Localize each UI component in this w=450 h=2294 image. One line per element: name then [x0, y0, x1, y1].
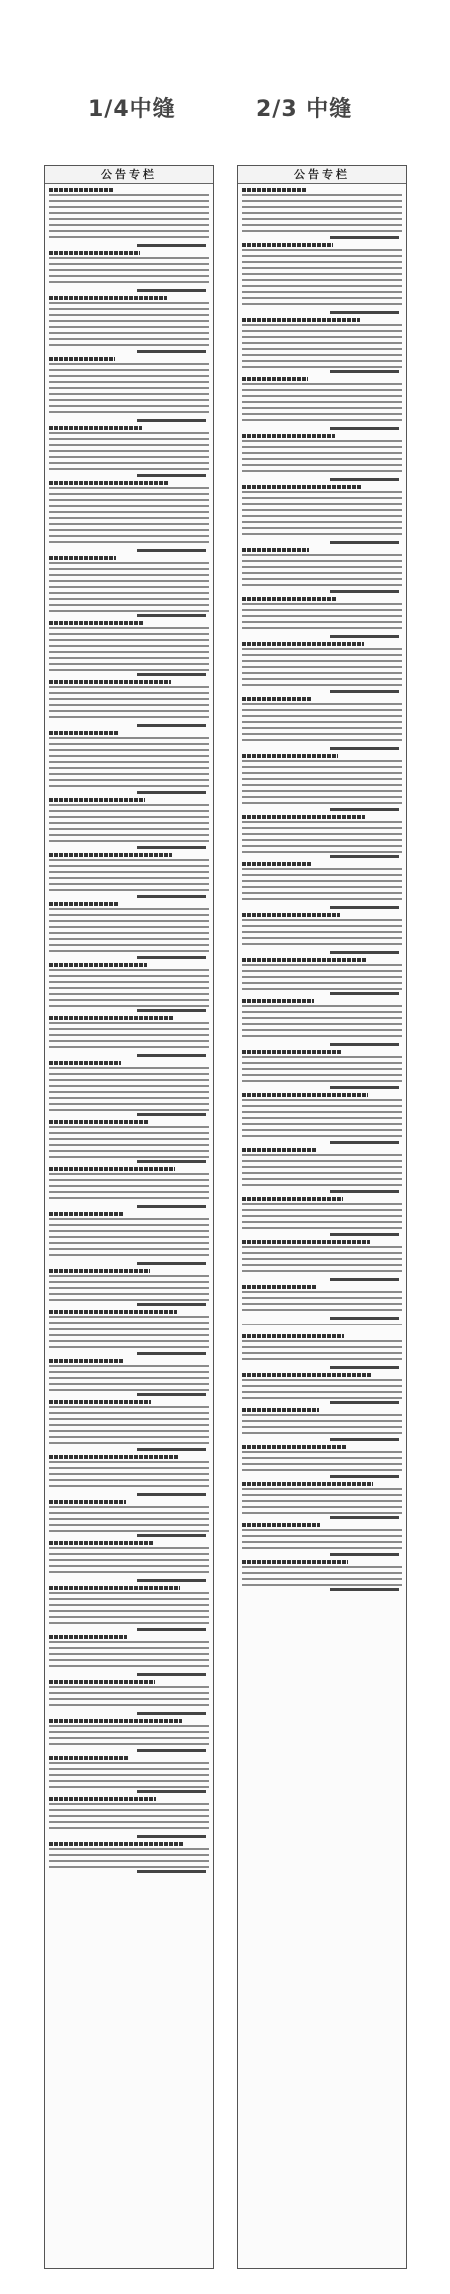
announcement-block [49, 1310, 209, 1355]
announcement-heading-texture [49, 963, 147, 967]
announcement-heading-texture [49, 426, 142, 430]
announcement-block [49, 251, 209, 292]
announcement-heading-texture [242, 1285, 317, 1289]
right-column-body [238, 184, 406, 1597]
announcement-heading-texture [242, 642, 364, 646]
announcement-heading-texture [242, 999, 314, 1003]
announcement-block [242, 1523, 402, 1556]
announcement-block [49, 1061, 209, 1116]
announcement-heading-texture [242, 697, 311, 701]
announcement-heading-texture [242, 1560, 348, 1564]
announcement-body-texture [49, 1762, 209, 1788]
left-gutter-label: 1/4中缝 [88, 97, 176, 122]
announcement-signature-texture [49, 895, 209, 898]
announcement-block [242, 485, 402, 544]
announcement-block [242, 642, 402, 693]
announcement-body-texture [49, 1022, 209, 1052]
announcement-signature-texture [242, 635, 402, 638]
announcement-body-texture [49, 1725, 209, 1747]
announcement-heading-texture [49, 853, 172, 857]
announcement-heading-texture [242, 1240, 370, 1244]
announcement-signature-texture [49, 1054, 209, 1057]
announcement-heading-texture [49, 1061, 121, 1065]
announcement-heading-texture [242, 485, 362, 489]
announcement-block [49, 556, 209, 617]
announcement-signature-texture [242, 808, 402, 811]
announcement-body-texture [242, 1246, 402, 1276]
announcement-body-texture [49, 804, 209, 844]
announcement-block [242, 999, 402, 1046]
right-column-title: 公告专栏 [238, 166, 406, 184]
announcement-block [242, 754, 402, 811]
announcement-body-texture [49, 1067, 209, 1111]
announcement-heading-texture [49, 1541, 153, 1545]
announcement-block [49, 621, 209, 676]
announcement-signature-texture [49, 1790, 209, 1793]
announcement-heading-texture [242, 958, 367, 962]
announcement-heading-texture [242, 1197, 343, 1201]
announcement-signature-texture [242, 1233, 402, 1236]
announcement-body-texture [49, 1365, 209, 1391]
announcement-block [49, 1842, 209, 1873]
announcement-body-texture [49, 1173, 209, 1203]
announcement-body-texture [49, 302, 209, 348]
announcement-block [49, 1455, 209, 1496]
announcement-body-texture [242, 1566, 402, 1586]
announcement-block [242, 815, 402, 858]
announcement-signature-texture [242, 1475, 402, 1478]
announcement-heading-texture [242, 1523, 320, 1527]
announcement-heading-texture [49, 731, 118, 735]
announcement-heading-texture [49, 556, 116, 560]
announcement-signature-texture [49, 350, 209, 353]
announcement-block [242, 434, 402, 481]
announcement-body-texture [49, 969, 209, 1007]
announcement-block [49, 1797, 209, 1838]
announcement-signature-texture [49, 673, 209, 676]
announcement-signature-texture [49, 1712, 209, 1715]
announcement-body-texture [49, 432, 209, 472]
announcement-heading-texture [242, 1334, 344, 1338]
announcement-signature-texture [49, 1534, 209, 1537]
announcement-block [49, 1016, 209, 1057]
announcement-signature-texture [49, 846, 209, 849]
announcement-body-texture [49, 1406, 209, 1446]
announcement-heading-texture [49, 1400, 151, 1404]
announcement-signature-texture [49, 244, 209, 247]
announcement-block [49, 1120, 209, 1163]
announcement-block [49, 1359, 209, 1396]
announcement-body-texture [242, 868, 402, 904]
announcement-signature-texture [242, 1401, 402, 1404]
announcement-block [49, 1269, 209, 1306]
announcement-signature-texture [242, 747, 402, 750]
announcement-block [49, 963, 209, 1012]
announcement-body-texture [49, 1218, 209, 1260]
announcement-body-texture [242, 194, 402, 234]
announcement-heading-texture [49, 902, 119, 906]
announcement-signature-texture [49, 1628, 209, 1631]
announcement-block [49, 357, 209, 422]
announcement-heading-texture [242, 862, 312, 866]
announcement-signature-texture [242, 370, 402, 373]
announcement-body-texture [49, 1641, 209, 1671]
announcement-heading-texture [242, 1093, 368, 1097]
announcement-heading-texture [49, 1797, 156, 1801]
announcement-signature-texture [49, 1579, 209, 1582]
announcement-block [49, 426, 209, 477]
announcement-signature-texture [242, 1317, 402, 1320]
announcement-body-texture [242, 1056, 402, 1084]
announcement-heading-texture [49, 1310, 177, 1314]
announcement-heading-texture [242, 188, 306, 192]
announcement-block [49, 902, 209, 959]
announcement-body-texture [242, 1340, 402, 1364]
announcement-heading-texture [242, 548, 309, 552]
announcement-heading-texture [49, 1167, 175, 1171]
announcement-signature-texture [49, 1160, 209, 1163]
announcement-block [49, 1756, 209, 1793]
announcement-body-texture [242, 1488, 402, 1514]
announcement-body-texture [49, 1803, 209, 1833]
announcement-block [242, 1197, 402, 1236]
left-announcement-column [44, 165, 214, 2269]
announcement-heading-texture [49, 1269, 150, 1273]
announcement-signature-texture [242, 311, 402, 314]
announcement-signature-texture [242, 478, 402, 481]
announcement-signature-texture [242, 690, 402, 693]
announcement-heading-texture [49, 481, 169, 485]
announcement-signature-texture [49, 956, 209, 959]
announcement-heading-texture [242, 377, 308, 381]
announcement-signature-texture [242, 906, 402, 909]
announcement-block [49, 1680, 209, 1715]
announcement-body-texture [49, 1848, 209, 1868]
announcement-body-texture [49, 1275, 209, 1301]
announcement-body-texture [242, 491, 402, 539]
announcement-body-texture [242, 1451, 402, 1473]
announcement-signature-texture [49, 1262, 209, 1265]
announcement-block [49, 853, 209, 898]
announcement-body-texture [242, 1005, 402, 1041]
announcement-signature-texture [49, 1352, 209, 1355]
announcement-signature-texture [49, 1835, 209, 1838]
announcement-heading-texture [49, 1120, 148, 1124]
announcement-signature-texture [242, 1588, 402, 1591]
announcement-heading-texture [242, 815, 365, 819]
announcement-signature-texture [49, 474, 209, 477]
announcement-body-texture [49, 627, 209, 671]
announcement-signature-texture [49, 791, 209, 794]
left-column-title: 公告专栏 [45, 166, 213, 184]
announcement-block [242, 597, 402, 638]
announcement-body-texture [242, 1203, 402, 1231]
announcement-body-texture [49, 562, 209, 612]
announcement-body-texture [242, 1154, 402, 1188]
announcement-signature-texture [242, 427, 402, 430]
announcement-body-texture [242, 1414, 402, 1436]
announcement-body-texture [242, 324, 402, 368]
announcement-heading-texture [49, 1635, 127, 1639]
announcement-signature-texture [242, 1190, 402, 1193]
left-column-body [45, 184, 213, 1879]
announcement-body-texture [49, 908, 209, 954]
announcement-block [49, 1586, 209, 1631]
announcement-heading-texture [242, 434, 335, 438]
announcement-block [242, 1408, 402, 1441]
announcement-block [49, 481, 209, 552]
announcement-block [242, 1560, 402, 1591]
announcement-heading-texture [49, 1586, 180, 1590]
announcement-heading-texture [242, 913, 340, 917]
announcement-block [242, 1482, 402, 1519]
announcement-signature-texture [242, 951, 402, 954]
announcement-body-texture [49, 1686, 209, 1710]
announcement-block [242, 1285, 402, 1320]
announcement-signature-texture [242, 855, 402, 858]
announcement-heading-texture [49, 1756, 129, 1760]
announcement-signature-texture [49, 1870, 209, 1873]
announcement-body-texture [49, 1461, 209, 1491]
announcement-block [49, 1212, 209, 1265]
announcement-signature-texture [242, 1516, 402, 1519]
announcement-signature-texture [49, 1749, 209, 1752]
announcement-signature-texture [49, 1493, 209, 1496]
announcement-body-texture [49, 737, 209, 789]
announcement-signature-texture [242, 1553, 402, 1556]
announcement-body-texture [49, 257, 209, 287]
announcement-heading-texture [242, 1373, 372, 1377]
announcement-heading-texture [242, 597, 336, 601]
announcement-body-texture [49, 1592, 209, 1626]
announcement-heading-texture [242, 318, 360, 322]
announcement-heading-texture [49, 188, 113, 192]
announcement-heading-texture [49, 1212, 123, 1216]
right-gutter-label: 2/3 中缝 [256, 97, 353, 122]
announcement-block [49, 1635, 209, 1676]
announcement-block [242, 377, 402, 430]
announcement-body-texture [242, 1099, 402, 1139]
announcement-block [49, 1400, 209, 1451]
announcement-heading-texture [49, 680, 171, 684]
announcement-body-texture [242, 964, 402, 990]
announcement-block [49, 1167, 209, 1208]
announcement-block [49, 188, 209, 247]
announcement-signature-texture [242, 236, 402, 239]
announcement-block [242, 1334, 402, 1369]
announcement-signature-texture [242, 541, 402, 544]
announcement-body-texture [242, 603, 402, 633]
announcement-block [242, 188, 402, 239]
announcement-block [242, 958, 402, 995]
announcement-body-texture [242, 554, 402, 588]
announcement-heading-texture [49, 1680, 155, 1684]
announcement-body-texture [242, 821, 402, 853]
announcement-signature-texture [242, 590, 402, 593]
announcement-heading-texture [49, 251, 140, 255]
announcement-signature-texture [242, 1141, 402, 1144]
announcement-heading-texture [49, 798, 145, 802]
announcement-heading-texture [242, 1050, 341, 1054]
announcement-signature-texture [49, 614, 209, 617]
announcement-signature-texture [49, 1113, 209, 1116]
announcement-body-texture [242, 249, 402, 309]
announcement-block [242, 318, 402, 373]
announcement-signature-texture [49, 1448, 209, 1451]
announcement-body-texture [49, 1316, 209, 1350]
announcement-signature-texture [49, 1393, 209, 1396]
right-announcement-column [237, 165, 407, 2269]
announcement-block [242, 862, 402, 909]
announcement-block [49, 1719, 209, 1752]
announcement-heading-texture [49, 1016, 174, 1020]
announcement-block [49, 1500, 209, 1537]
announcement-body-texture [242, 1379, 402, 1399]
announcement-signature-texture [49, 1673, 209, 1676]
announcement-block [242, 913, 402, 954]
announcement-heading-texture [49, 1842, 183, 1846]
announcement-signature-texture [49, 289, 209, 292]
announcement-body-texture [242, 648, 402, 688]
announcement-block [242, 1093, 402, 1144]
announcement-block [242, 1240, 402, 1281]
announcement-body-texture [49, 686, 209, 722]
announcement-signature-texture [49, 549, 209, 552]
announcement-heading-texture [242, 1408, 319, 1412]
announcement-heading-texture [49, 357, 115, 361]
announcement-heading-texture [49, 296, 167, 300]
announcement-body-texture [49, 487, 209, 547]
announcement-block [242, 1373, 402, 1404]
announcement-body-texture [242, 440, 402, 476]
announcement-block [242, 1445, 402, 1478]
announcement-heading-texture [242, 1482, 373, 1486]
announcement-signature-texture [242, 1366, 402, 1369]
announcement-body-texture [242, 1529, 402, 1551]
announcement-body-texture [49, 363, 209, 417]
announcement-signature-texture [49, 1009, 209, 1012]
announcement-signature-texture [242, 1438, 402, 1441]
announcement-block [49, 296, 209, 353]
announcement-body-texture [49, 1547, 209, 1577]
announcement-heading-texture [242, 1148, 316, 1152]
announcement-heading-texture [49, 1455, 179, 1459]
announcement-signature-texture [49, 1303, 209, 1306]
announcement-body-texture [242, 919, 402, 949]
announcement-block [242, 243, 402, 314]
announcement-block [49, 798, 209, 849]
section-rule [242, 1324, 402, 1331]
announcement-signature-texture [49, 419, 209, 422]
announcement-signature-texture [242, 1278, 402, 1281]
announcement-block [242, 1148, 402, 1193]
announcement-heading-texture [242, 1445, 346, 1449]
announcement-body-texture [242, 383, 402, 425]
announcement-signature-texture [242, 1043, 402, 1046]
announcement-body-texture [242, 1291, 402, 1315]
announcement-block [242, 548, 402, 593]
announcement-heading-texture [49, 1719, 182, 1723]
announcement-block [49, 731, 209, 794]
announcement-block [49, 680, 209, 727]
announcement-heading-texture [49, 1500, 126, 1504]
announcement-heading-texture [242, 243, 333, 247]
announcement-block [49, 1541, 209, 1582]
announcement-signature-texture [242, 992, 402, 995]
announcement-heading-texture [49, 621, 143, 625]
announcement-body-texture [49, 1126, 209, 1158]
announcement-body-texture [49, 1506, 209, 1532]
announcement-body-texture [242, 703, 402, 745]
announcement-heading-texture [49, 1359, 124, 1363]
announcement-body-texture [49, 194, 209, 242]
announcement-signature-texture [49, 1205, 209, 1208]
announcement-signature-texture [49, 724, 209, 727]
announcement-signature-texture [242, 1086, 402, 1089]
announcement-heading-texture [242, 754, 338, 758]
announcement-body-texture [49, 859, 209, 893]
announcement-block [242, 1050, 402, 1089]
announcement-body-texture [242, 760, 402, 806]
announcement-block [242, 697, 402, 750]
